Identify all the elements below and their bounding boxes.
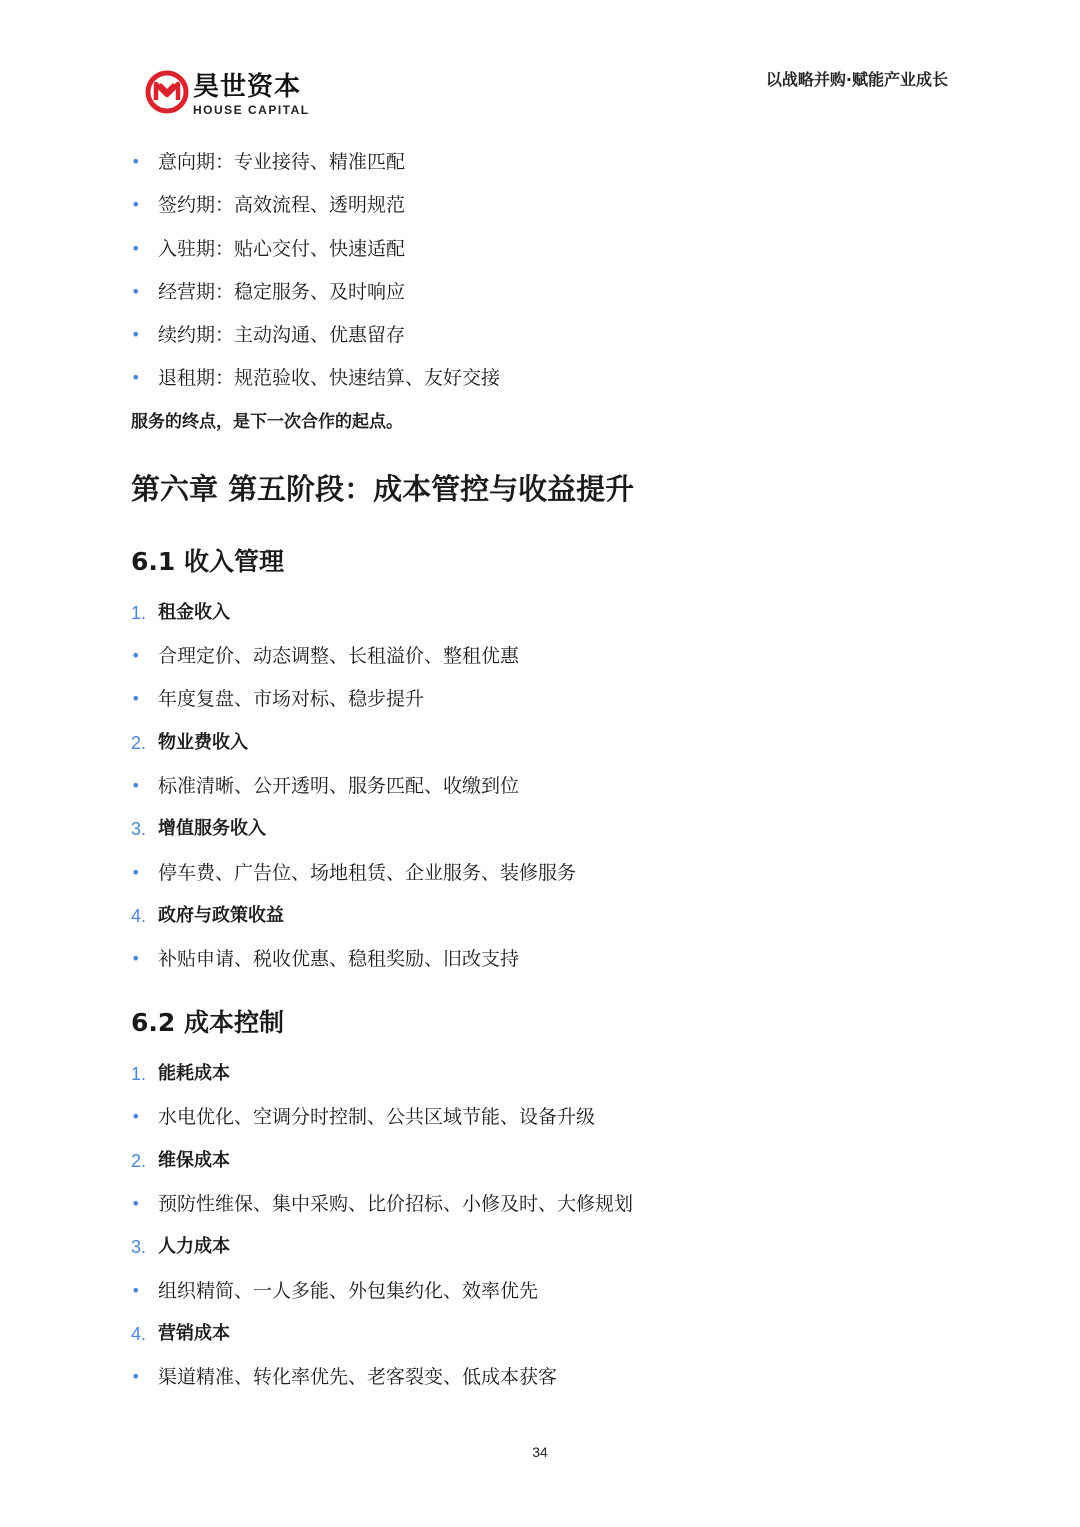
bullet-icon: • (131, 863, 141, 882)
list-item-text: 意向期：专业接待、精准匹配 (158, 151, 406, 173)
bullet-icon: • (131, 195, 141, 214)
logo-mark-icon (145, 70, 189, 114)
bullet-icon: • (131, 239, 141, 258)
logo-chinese-name: 昊世资本 (193, 72, 302, 102)
bullet-icon: • (131, 152, 141, 171)
closing-note: 服务的终点，是下一次合作的起点。 (131, 412, 403, 432)
bullet-icon: • (131, 1367, 141, 1386)
bullet-icon: • (131, 949, 141, 968)
company-logo (145, 70, 315, 120)
bullet-icon: • (131, 1281, 141, 1300)
bullet-icon: • (131, 368, 141, 387)
item-number: 3. (131, 1237, 147, 1257)
list-item-text: 补贴申请、税收优惠、稳租奖励、旧改支持 (158, 948, 520, 970)
item-heading: 营销成本 (158, 1323, 230, 1344)
section-title: 6.2 成本控制 (131, 1008, 284, 1037)
list-item-text: 停车费、广告位、场地租赁、企业服务、装修服务 (158, 862, 577, 884)
item-number: 2. (131, 733, 147, 753)
header-slogan: 以战略并购·赋能产业成长 (765, 70, 948, 89)
chapter-title: 第六章 第五阶段：成本管控与收益提升 (131, 472, 635, 506)
item-number: 4. (131, 1324, 147, 1344)
bullet-icon: • (131, 282, 141, 301)
page-number: 34 (532, 1444, 548, 1460)
list-item-text: 经营期：稳定服务、及时响应 (158, 281, 406, 303)
bullet-icon: • (131, 1107, 141, 1126)
item-number: 1. (131, 1064, 147, 1084)
bullet-icon: • (131, 776, 141, 795)
list-item-text: 水电优化、空调分时控制、公共区域节能、设备升级 (158, 1106, 596, 1128)
list-item-text: 签约期：高效流程、透明规范 (158, 194, 406, 216)
item-heading: 物业费收入 (158, 732, 248, 753)
logo-english-name: HOUSE CAPITAL (193, 103, 310, 117)
list-item-text: 标准清晰、公开透明、服务匹配、收缴到位 (158, 775, 520, 797)
bullet-icon: • (131, 1194, 141, 1213)
item-heading: 租金收入 (158, 602, 230, 623)
item-number: 4. (131, 906, 147, 926)
item-number: 3. (131, 819, 147, 839)
bullet-icon: • (131, 325, 141, 344)
bullet-icon: • (131, 646, 141, 665)
item-heading: 政府与政策收益 (158, 905, 284, 926)
item-number: 2. (131, 1151, 147, 1171)
item-number: 1. (131, 603, 147, 623)
list-item-text: 预防性维保、集中采购、比价招标、小修及时、大修规划 (158, 1193, 634, 1215)
item-heading: 能耗成本 (158, 1063, 230, 1084)
list-item-text: 年度复盘、市场对标、稳步提升 (158, 688, 425, 710)
item-heading: 人力成本 (158, 1236, 230, 1257)
list-item-text: 组织精简、一人多能、外包集约化、效率优先 (158, 1280, 539, 1302)
item-heading: 增值服务收入 (158, 818, 266, 839)
list-item-text: 续约期：主动沟通、优惠留存 (158, 324, 406, 346)
list-item-text: 入驻期：贴心交付、快速适配 (158, 238, 406, 260)
section-title: 6.1 收入管理 (131, 547, 284, 576)
bullet-icon: • (131, 689, 141, 708)
list-item-text: 合理定价、动态调整、长租溢价、整租优惠 (158, 645, 520, 667)
item-heading: 维保成本 (158, 1150, 230, 1171)
list-item-text: 渠道精准、转化率优先、老客裂变、低成本获客 (158, 1366, 558, 1388)
list-item-text: 退租期：规范验收、快速结算、友好交接 (158, 367, 501, 389)
